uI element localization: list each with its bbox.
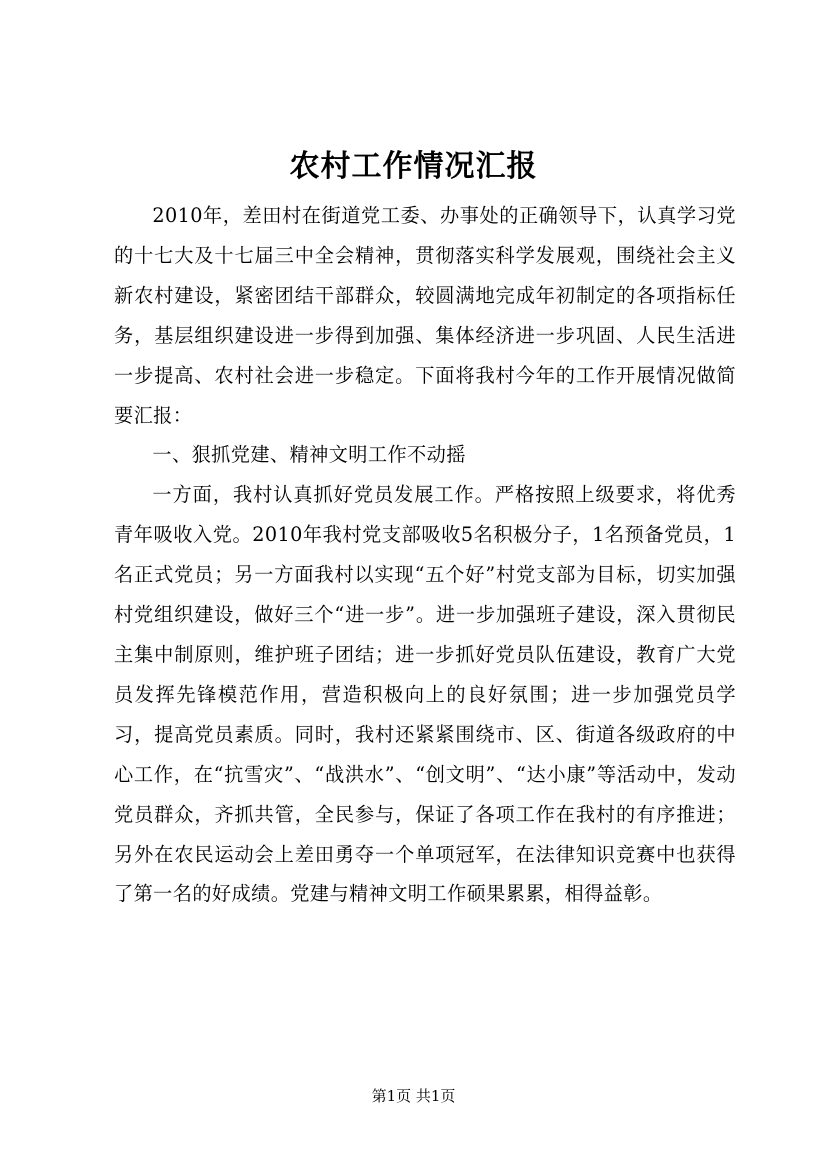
document-body [114, 196, 736, 914]
section-heading: 一、狠抓党建、精神文明工作不动摇 [152, 443, 466, 467]
paragraph-party-building: 一方面，我村认真抓好党员发展工作。严格按照上级要求，将优秀青年吸收入党。2010年我村党支部吸收5名积极分子，1名预备党员，1名正式党员；另一方面我村以实现“五个好”村党支部为目标，切实加强村党组织建设，做好三个“进一步”。进一步加强班子建设，深入贯彻民主集中制原则，维护班子团结；进一步抓好党员队伍建设，教育广大党员发挥先锋模范作用，营造积极向上的良好氛围；进一步加强党员学习，提高党员素质。同时，我村还紧紧围绕市、区、街道各级政府的中心工作，在“抗雪灾”、“战洪水”、“创文明”、“达小康”等活动中，发动党员群众，齐抓共管，全民参与，保证了各项工作在我村的有序推进；另外在农民运动会上差田勇夺一个单项冠军，在法律知识竞赛中也获得了第一名的好成绩。党建与精神文明工作硕果累累，相得益彰。 [114, 483, 736, 906]
paragraph-intro: 2010年，差田村在街道党工委、办事处的正确领导下，认真学习党的十七大及十七届三中全会精神，贯彻落实科学发展观，围绕社会主义新农村建设，紧密团结干部群众，较圆满地完成年初制定的各项指标任务，基层组织建设进一步得到加强、集体经济进一步巩固、人民生活进一步提高、农村社会进一步稳定。下面将我村今年的工作开展情况做简要汇报： [114, 204, 736, 427]
document-title: 农村工作情况汇报 [289, 149, 538, 184]
page-footer: 第1页 共1页 [371, 1087, 456, 1105]
